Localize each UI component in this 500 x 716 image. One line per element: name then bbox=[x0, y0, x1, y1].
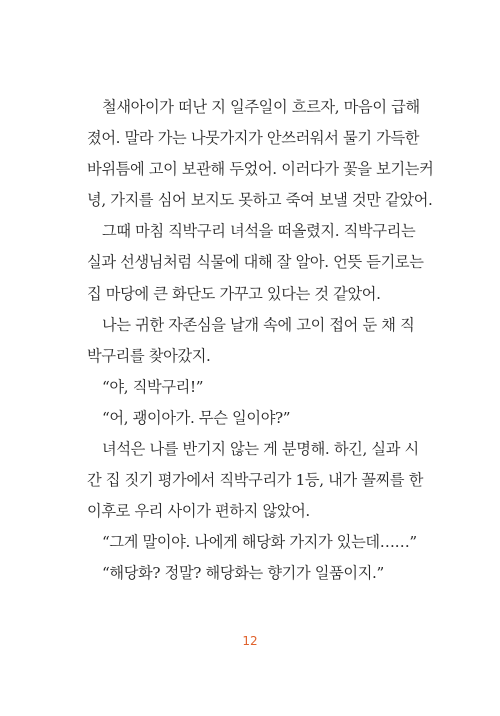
dialogue-line: “그게 말이야. 나에게 해당화 가지가 있는데……” bbox=[102, 533, 417, 552]
text-line: 녀석은 나를 반기지 않는 게 분명해. 하긴, 실과 시 bbox=[102, 440, 419, 459]
dialogue-line: “야, 직박구리!” bbox=[102, 377, 204, 396]
text-line: 철새아이가 떠난 지 일주일이 흐르자, 마음이 급해 bbox=[102, 98, 420, 116]
text-line: 박구리를 찾아갔지. bbox=[87, 346, 211, 365]
dialogue-line: “해당화? 정말? 해당화는 향기가 일품이지.” bbox=[102, 564, 384, 583]
body-text bbox=[87, 92, 434, 590]
dialogue-line: “어, 괭이아가. 무슨 일이야?” bbox=[102, 408, 291, 427]
text-line: 이후로 우리 사이가 편하지 않았어. bbox=[87, 502, 310, 521]
text-line: 녕, 가지를 심어 보지도 못하고 죽여 보낼 것만 같았어. bbox=[87, 191, 433, 210]
text-line: 졌어. 말라 가는 나뭇가지가 안쓰러워서 물기 가득한 bbox=[87, 129, 420, 148]
text-line: 집 마당에 큰 화단도 가꾸고 있다는 것 같았어. bbox=[87, 284, 381, 303]
text-line: 그때 마침 직박구리 녀석을 떠올렸지. 직박구리는 bbox=[102, 222, 416, 241]
text-line: 바위틈에 고이 보관해 두었어. 이러다가 꽃을 보기는커 bbox=[87, 160, 434, 179]
text-line: 간 집 짓기 평가에서 직박구리가 1등, 내가 꼴찌를 한 bbox=[87, 471, 424, 490]
page-number: 12 bbox=[242, 634, 258, 648]
text-line: 나는 귀한 자존심을 날개 속에 고이 접어 둔 채 직 bbox=[102, 315, 415, 334]
text-line: 실과 선생님처럼 식물에 대해 잘 알아. 언뜻 듣기로는 bbox=[87, 253, 424, 272]
